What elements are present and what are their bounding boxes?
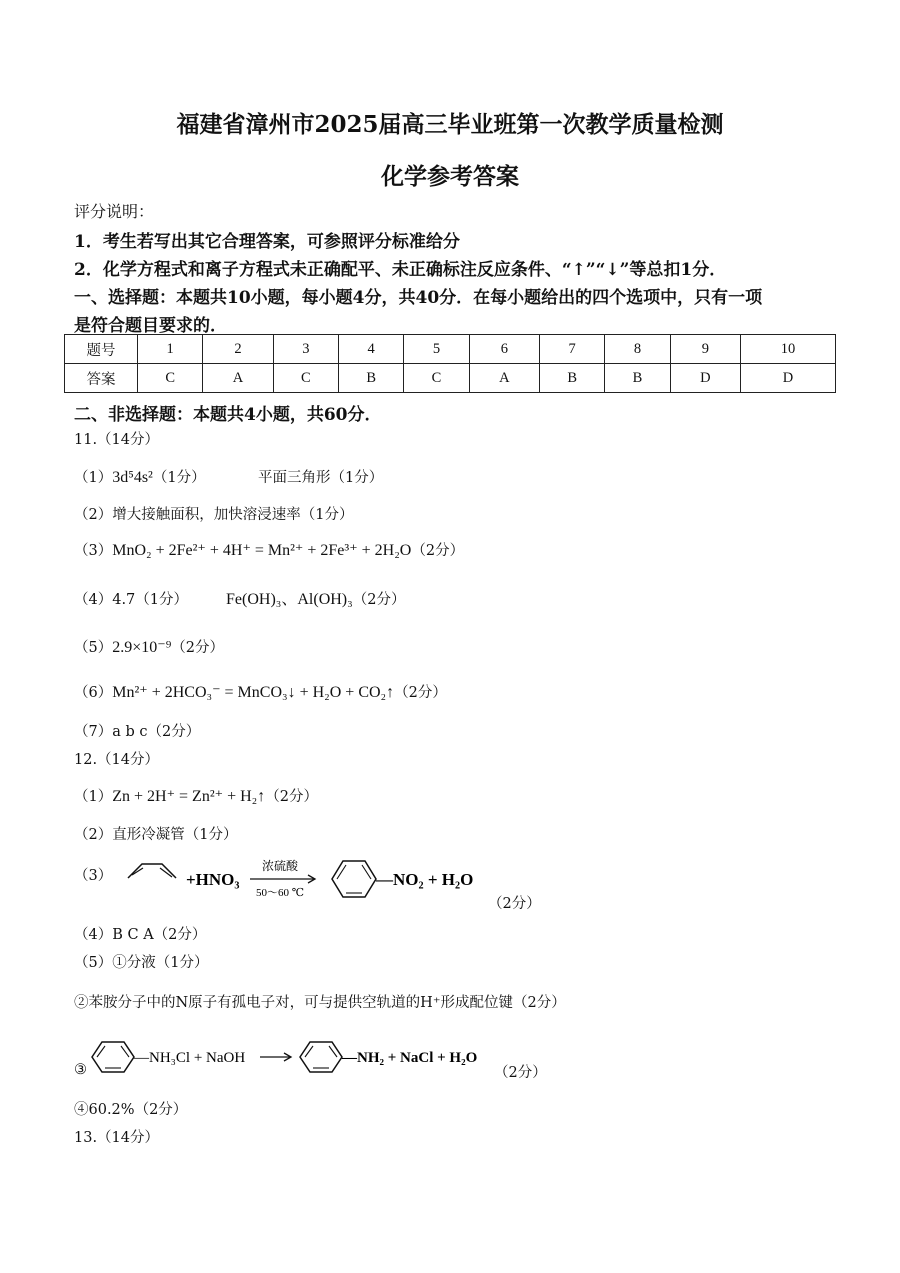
part-label: （3） (74, 543, 113, 559)
section1-heading: 一、选择题：本题共10小题，每小题4分，共40分．在每小题给出的四个选项中，只有一项 (74, 288, 763, 308)
table-cell: C (404, 364, 469, 393)
table-cell: C (138, 364, 203, 393)
part-label: （6） (74, 685, 113, 701)
page-subtitle: 化学参考答案 (381, 163, 519, 190)
part-label: （1） (74, 470, 113, 486)
q12-part2: （2）直形冷凝管（1分） (74, 827, 238, 843)
scoring-rule-2: 2．化学方程式和离子方程式未正确配平、未正确标注反应条件、“↑”“↓”等总扣1分． (74, 260, 727, 280)
ionic-equation: MnO₂ + 2Fe²⁺ + 4H⁺ = Mn²⁺ + 2Fe³⁺ + 2H₂O (112, 542, 412, 559)
table-cell: A (469, 364, 539, 393)
table-cell: D (670, 364, 740, 393)
aniline-scheme (88, 1036, 508, 1080)
table-cell: 4 (339, 335, 404, 364)
score: （2分） (171, 640, 225, 656)
table-cell: B (540, 364, 605, 393)
electron-config: 3d⁵4s² (112, 469, 153, 486)
table-cell: C (273, 364, 338, 393)
scoring-rule-1: 1．考生若写出其它合理答案，可参照评分标准给分 (74, 232, 460, 252)
condition-bottom: 50～60 ℃ (256, 887, 305, 899)
score: （2分） (394, 685, 447, 701)
q12-part3-label: （3） (74, 868, 113, 884)
q11-part5 (74, 636, 224, 657)
score: （1分） (152, 470, 206, 486)
product-text: —NH₂ + NaCl + H₂O (342, 1050, 478, 1066)
q11-part2: （2）增大接触面积，加快溶浸速率（1分） (74, 507, 354, 523)
table-cell: A (203, 364, 273, 393)
q11-part1 (74, 466, 206, 487)
page-title: 福建省漳州市2025届高三毕业班第一次教学质量检测 (176, 111, 724, 138)
q11-part7: （7）a b c（2分） (74, 724, 201, 740)
table-row (65, 364, 836, 393)
nitration-scheme (110, 852, 530, 908)
part-label: （5） (74, 640, 113, 656)
q11-part4 (74, 586, 405, 609)
table-cell: D (741, 364, 836, 393)
table-cell: 5 (404, 335, 469, 364)
table-cell: B (339, 364, 404, 393)
score: （2分） (411, 543, 465, 559)
table-cell: 7 (540, 335, 605, 364)
q13-header: 13.（14分） (74, 1130, 160, 1146)
section2-heading: 二、非选择题：本题共4小题，共60分． (74, 405, 382, 425)
q12-part5-4: ④60.2%（2分） (74, 1102, 188, 1118)
q12-part4: （4）B C A（2分） (74, 927, 207, 943)
table-row-label: 题号 (65, 335, 138, 364)
table-cell: 3 (273, 335, 338, 364)
q11-header: 11.（14分） (74, 432, 160, 448)
table-cell: 1 (138, 335, 203, 364)
q12-part5: （5）①分液（1分） (74, 955, 209, 971)
q12-part3-score: （2分） (488, 896, 541, 912)
q11-part3 (74, 539, 464, 560)
q11-part1-shape: 平面三角形（1分） (258, 470, 384, 486)
q11-part6 (74, 681, 447, 702)
benzene-ring-icon (332, 861, 376, 897)
table-cell: 9 (670, 335, 740, 364)
table-row (65, 335, 836, 364)
q12-part5-3-label: ③ (74, 1062, 87, 1078)
table-row-label: 答案 (65, 364, 138, 393)
score: （2分） (265, 789, 318, 805)
table-cell: 8 (605, 335, 670, 364)
reactant-text: —NH₃Cl + NaOH (134, 1050, 246, 1066)
table-cell: 6 (469, 335, 539, 364)
q12-part5-3-score: （2分） (494, 1065, 547, 1081)
answer-table (64, 334, 836, 393)
section1-heading-cont: 是符合题目要求的． (74, 316, 227, 336)
scoring-heading: 评分说明： (74, 202, 155, 221)
product-text: —NO₂ + H₂O (376, 870, 474, 889)
table-cell: 10 (741, 335, 836, 364)
part-label: （1） (74, 789, 113, 805)
table-cell: 2 (203, 335, 273, 364)
score: （2分） (352, 592, 406, 608)
benzene-ring-icon (128, 864, 176, 878)
q12-part5-2: ②苯胺分子中的N原子有孤电子对，可与提供空轨道的H⁺形成配位键（2分） (74, 995, 566, 1011)
ksp-value: 2.9×10⁻⁹ (112, 639, 172, 656)
ionic-equation: Mn²⁺ + 2HCO₃⁻ = MnCO₃↓ + H₂O + CO₂↑ (112, 684, 395, 701)
q12-header: 12.（14分） (74, 752, 160, 768)
q12-part1 (74, 785, 318, 806)
reagent-text: +HNO₃ (186, 870, 240, 889)
condition-top: 浓硫酸 (262, 859, 299, 873)
ionic-equation: Zn + 2H⁺ = Zn²⁺ + H₂↑ (112, 788, 266, 805)
hydroxides: Fe(OH)₃、Al(OH)₃ (226, 591, 353, 608)
table-cell: B (605, 364, 670, 393)
part-label: （4）4.7（1分） (74, 592, 189, 608)
